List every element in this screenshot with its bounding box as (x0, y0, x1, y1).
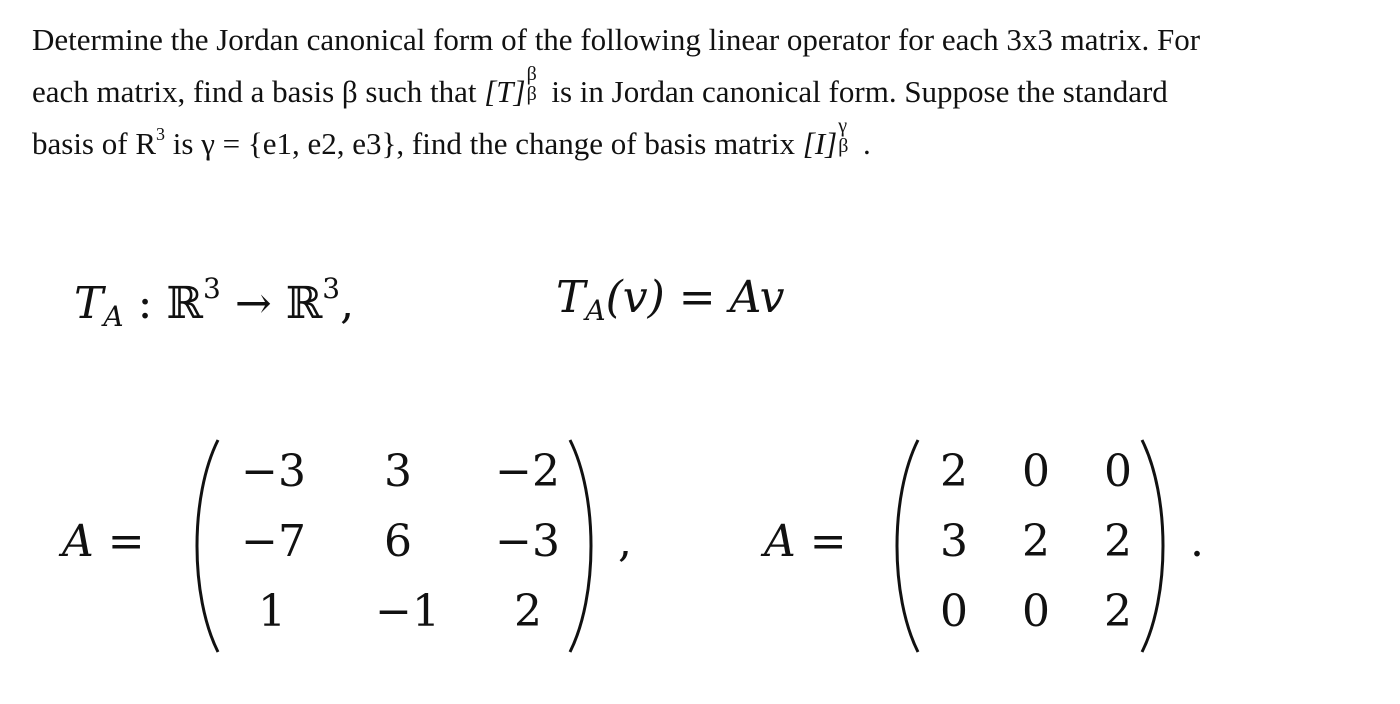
matrix-2-cell-r3c1: 0 (940, 586, 968, 637)
operator-argument: (v) (605, 272, 665, 323)
matrix-1-label (62, 516, 145, 567)
problem-line-3 (32, 115, 1372, 170)
operator-subscript-A: A (103, 300, 124, 333)
matrix-1-cell-r3c2: −1 (375, 586, 440, 637)
superscript-3: 3 (156, 124, 165, 144)
problem-statement (32, 14, 1372, 170)
matrix-2-trailing: . (1190, 516, 1204, 567)
matrix-2-cell-r2c2: 2 (1022, 516, 1050, 567)
matrix-I-bracket: [I] (802, 126, 838, 161)
matrix-2-cell-r1c3: 0 (1104, 446, 1132, 497)
matrix-2-cell-r2c1: 3 (940, 516, 968, 567)
matrix-2-cell-r2c3: 2 (1104, 516, 1132, 567)
operator-colon: : (137, 278, 153, 329)
problem-line-1 (32, 14, 1372, 66)
basis-script (526, 63, 544, 105)
change-of-basis-script (837, 115, 855, 157)
problem-line-3-end: . (862, 126, 871, 161)
matrix-1-name: A (62, 516, 94, 567)
matrix-1-cell-r2c3: −3 (495, 516, 560, 567)
matrix-1-cell-r3c1: 1 (258, 586, 286, 637)
operator-subscript-A-2: A (585, 294, 606, 327)
gamma-basis: γ = {e1, e2, e3}, (201, 126, 405, 161)
matrix-1-cell-r2c1: −7 (241, 516, 306, 567)
superscript-beta: β (526, 63, 537, 85)
arrow-symbol: → (234, 278, 272, 329)
matrix-1-left-paren (184, 436, 224, 656)
problem-line-2 (32, 63, 1372, 118)
matrix-1-equals: = (107, 516, 145, 567)
problem-line-2-text-a: each matrix, find a basis β such that (32, 74, 477, 109)
problem-line-3-text-a: basis of R (32, 126, 156, 161)
matrix-2-left-paren (884, 436, 924, 656)
domain-R: ℝ (166, 278, 203, 329)
operator-T: T (74, 278, 104, 329)
matrix-T-bracket: [T] (484, 74, 526, 109)
matrix-1-trailing: , (618, 516, 632, 567)
matrix-2-cell-r3c2: 0 (1022, 586, 1050, 637)
matrix-1-right-paren (564, 436, 604, 656)
matrix-1-cell-r1c3: −2 (495, 446, 560, 497)
problem-line-3-text-b: is (172, 126, 194, 161)
operator-equals: = (678, 272, 716, 323)
operator-comma: , (340, 278, 355, 329)
operator-T-2: T (556, 272, 586, 323)
matrix-1-cell-r2c2: 6 (384, 516, 412, 567)
matrix-2-cell-r1c1: 2 (940, 446, 968, 497)
matrix-2-cell-r3c3: 2 (1104, 586, 1132, 637)
superscript-gamma: γ (838, 115, 848, 137)
matrix-1-cell-r1c1: −3 (241, 446, 306, 497)
operator-rhs: Av (729, 272, 785, 323)
operator-definition (74, 272, 354, 333)
matrix-2-equals: = (809, 516, 847, 567)
domain-exponent: 3 (203, 272, 221, 305)
operator-rule (556, 272, 785, 327)
matrix-2-cell-r1c2: 0 (1022, 446, 1050, 497)
subscript-beta-2: β (838, 135, 849, 157)
codomain-R: ℝ (285, 278, 323, 329)
matrix-2-name: A (764, 516, 796, 567)
problem-line-1-text: Determine the Jordan canonical form of the following linear operator for each 3x3 matrix. For (32, 22, 1201, 57)
codomain-exponent: 3 (322, 272, 341, 305)
subscript-beta: β (526, 83, 537, 105)
matrix-2-right-paren (1136, 436, 1176, 656)
matrix-2-label (764, 516, 847, 567)
matrix-1-cell-r3c3: 2 (514, 586, 542, 637)
problem-line-2-text-b: is in Jordan canonical form. Suppose the standard (551, 74, 1168, 109)
problem-line-3-text-c: find the change of basis matrix (411, 126, 795, 161)
matrix-1-cell-r1c2: 3 (384, 446, 412, 497)
